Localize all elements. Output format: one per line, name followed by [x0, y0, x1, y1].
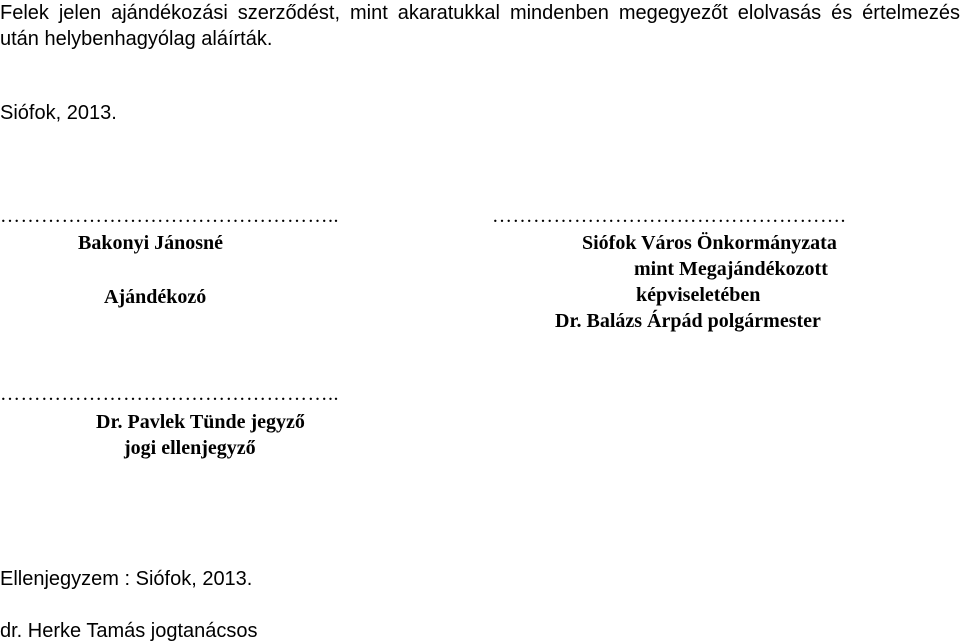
notary-name: Dr. Pavlek Tünde jegyző [96, 411, 305, 433]
donor-name: Bakonyi Jánosné [78, 232, 224, 254]
intro-paragraph: Felek jelen ajándékozási szerződést, mint akaratukkal mindenben megegyezőt elolvasás és értelmezés után helybenhagyólag aláírták. [0, 2, 960, 50]
place-date: Siófok, 2013. [0, 102, 117, 124]
countersign-line: Ellenjegyzem : Siófok, 2013. [0, 568, 253, 590]
donor-role: Ajándékozó [104, 286, 207, 308]
donor-signature-line: ………………………………………….. [0, 205, 339, 227]
notary-signature-line: ………………………………………….. [0, 383, 339, 405]
recipient-signature-line: ……………………………………………. [492, 205, 846, 227]
recipient-representative: Dr. Balázs Árpád polgármester [555, 310, 821, 332]
recipient-organization: Siófok Város Önkormányzata [582, 232, 837, 254]
recipient-representation: képviseletében [636, 284, 761, 306]
notary-role: jogi ellenjegyző [124, 437, 256, 459]
lawyer-name: dr. Herke Tamás jogtanácsos [0, 620, 258, 642]
recipient-role: mint Megajándékozott [634, 258, 828, 280]
